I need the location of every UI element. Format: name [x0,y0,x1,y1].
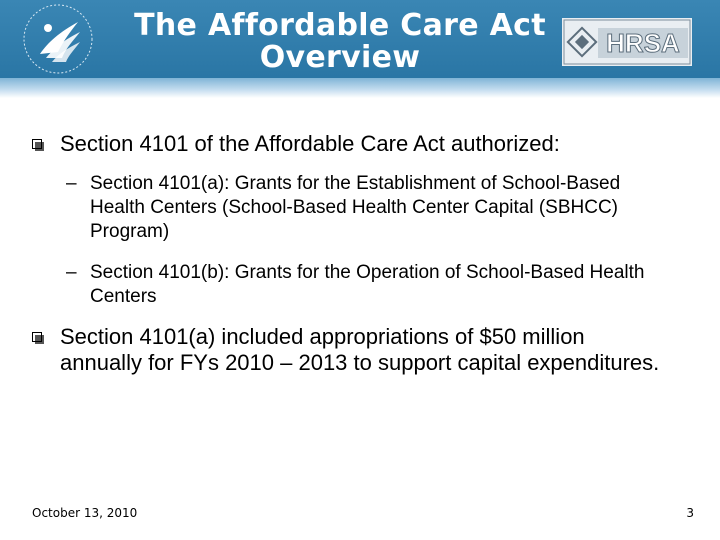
hrsa-logo-text: HRSA [606,28,680,58]
page-number: 3 [686,506,694,520]
hhs-eagle-seal-icon [18,2,98,76]
square-bullet-icon [32,332,42,342]
bullet-text-1: Section 4101 of the Affordable Care Act authorized: [60,131,560,156]
footer-date: October 13, 2010 [32,506,138,520]
sub-text-2: Section 4101(b): Grants for the Operation of School-Based Health Centers [90,262,645,307]
header-gradient-rule [0,78,720,98]
sub-text-1: Section 4101(a): Grants for the Establishment of School-Based Health Centers (School-Based Health Center Capital (SBHCC) Program) [90,173,621,242]
sub-dash-2: – [66,262,77,283]
title-line-1: The Affordable Care Act [134,8,546,43]
sub-dash-1: – [66,173,77,194]
bullet-text-2: Section 4101(a) included appropriations of $50 million annually for FYs 2010 – 2013 to support capital expenditures. [60,324,660,375]
title-line-2: Overview [259,40,421,75]
page-title [130,10,550,74]
hrsa-logo-icon [562,18,692,66]
square-bullet-icon [32,139,42,149]
